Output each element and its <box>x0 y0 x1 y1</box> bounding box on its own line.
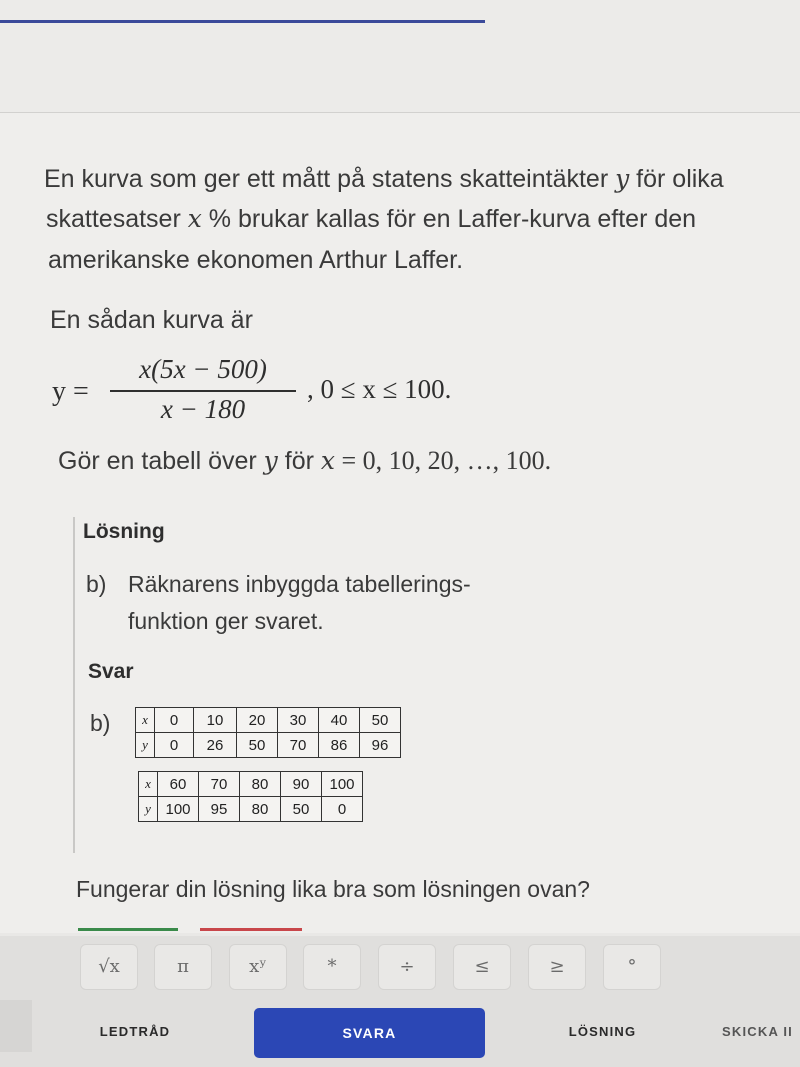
yes-option-underline[interactable] <box>78 928 178 931</box>
formula-denominator: x − 180 <box>160 394 246 424</box>
table-cell: 95 <box>199 797 240 822</box>
progress-bar <box>0 20 485 23</box>
degree-key[interactable]: ° <box>603 944 661 990</box>
table-header-cell: x <box>136 708 155 733</box>
table-cell: 90 <box>281 772 322 797</box>
solution-heading: Lösning <box>83 520 165 543</box>
pi-key[interactable]: π <box>154 944 212 990</box>
table-cell: 96 <box>360 733 401 758</box>
table-row <box>136 733 401 758</box>
table-header-cell: y <box>136 733 155 758</box>
no-option-underline[interactable] <box>200 928 302 931</box>
task-text: Gör en tabell över y för x = 0, 10, 20, …, 100. <box>58 446 552 475</box>
table-header-cell: x <box>139 772 158 797</box>
table-cell: 0 <box>322 797 363 822</box>
table-cell: 40 <box>319 708 360 733</box>
header-area <box>0 0 800 113</box>
intro-line-3: amerikanske ekonomen Arthur Laffer. <box>48 246 464 274</box>
submit-button[interactable]: SKICKA II <box>722 1024 793 1039</box>
feedback-question: Fungerar din lösning lika bra som lösningen ovan? <box>76 876 590 902</box>
table-cell: 30 <box>278 708 319 733</box>
fraction-bar <box>110 390 296 392</box>
divide-key[interactable]: ÷ <box>378 944 436 990</box>
formula-domain: , 0 ≤ x ≤ 100. <box>307 374 452 404</box>
intro-line-2: skattesatser x % brukar kallas för en Laffer-kurva efter den <box>46 204 697 233</box>
table-cell: 100 <box>322 772 363 797</box>
solution-button[interactable]: LÖSNING <box>568 1024 637 1039</box>
table-cell: 50 <box>360 708 401 733</box>
side-tab[interactable] <box>0 1000 32 1052</box>
table-cell: 60 <box>158 772 199 797</box>
table-cell: 70 <box>199 772 240 797</box>
value-table-1 <box>135 707 401 758</box>
intro-line-1: En kurva som ger ett mått på statens skatteintäkter y för olika <box>44 164 724 193</box>
table-cell: 80 <box>240 772 281 797</box>
power-key[interactable]: xʸ <box>229 944 287 990</box>
solution-text-line-2: funktion ger svaret. <box>128 608 324 634</box>
solution-part-label: b) <box>86 571 107 597</box>
table-cell: 20 <box>237 708 278 733</box>
curve-intro: En sådan kurva är <box>50 306 253 334</box>
table-cell: 0 <box>155 733 194 758</box>
answer-part-label: b) <box>90 710 111 736</box>
table-cell: 0 <box>155 708 194 733</box>
table-cell: 86 <box>319 733 360 758</box>
formula-lhs: y = <box>52 376 89 407</box>
table-cell: 10 <box>194 708 237 733</box>
table-row <box>139 772 363 797</box>
table-header-cell: y <box>139 797 158 822</box>
value-table-2 <box>138 771 363 822</box>
table-row <box>139 797 363 822</box>
table-cell: 70 <box>278 733 319 758</box>
multiply-key[interactable]: * <box>303 944 361 990</box>
table-row <box>136 708 401 733</box>
table-cell: 50 <box>237 733 278 758</box>
less-equal-key[interactable]: ≤ <box>453 944 511 990</box>
table-cell: 100 <box>158 797 199 822</box>
hint-button[interactable]: LEDTRÅD <box>99 1024 171 1039</box>
solution-text-line-1: Räknarens inbyggda tabellerings- <box>128 571 471 597</box>
answer-button[interactable]: SVARA <box>254 1008 485 1058</box>
solution-border <box>73 517 75 853</box>
greater-equal-key[interactable]: ≥ <box>528 944 586 990</box>
laffer-formula <box>52 354 472 434</box>
sqrt-key[interactable]: √x <box>80 944 138 990</box>
table-cell: 26 <box>194 733 237 758</box>
formula-numerator: x(5x − 500) <box>139 354 267 384</box>
answer-heading: Svar <box>88 660 134 683</box>
table-cell: 80 <box>240 797 281 822</box>
table-cell: 50 <box>281 797 322 822</box>
